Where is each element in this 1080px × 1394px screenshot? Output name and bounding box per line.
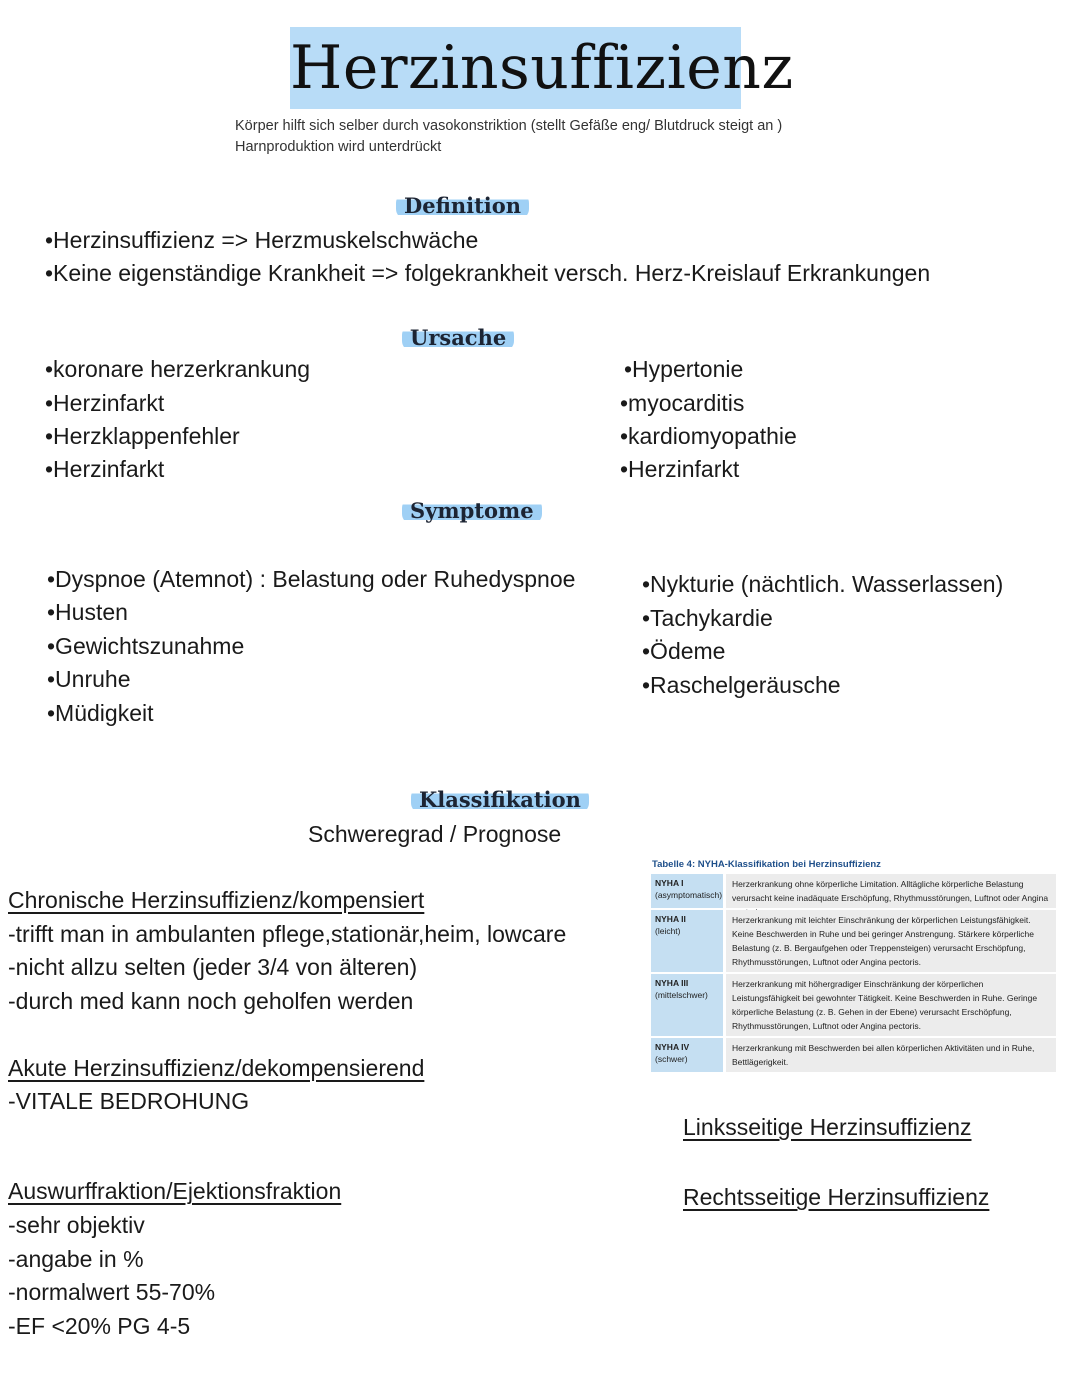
nyha-class-cell: NYHA III (mittelschwer)	[651, 974, 723, 1036]
symptome-right-item: •Ödeme	[642, 638, 726, 664]
nyha-row	[651, 910, 1056, 972]
page-title: Herzinsuffizienz	[290, 33, 794, 103]
chronisch-item: -durch med kann noch geholfen werden	[8, 988, 414, 1014]
symptome-heading: Symptome	[402, 498, 542, 524]
klassifikation-heading: Klassifikation	[411, 787, 589, 813]
ursache-right-item: •myocarditis	[620, 390, 745, 416]
auswurf-item: -angabe in %	[8, 1246, 144, 1272]
nyha-class-cell: NYHA IV (schwer)	[651, 1038, 723, 1072]
nyha-caption: Tabelle 4: NYHA-Klassifikation bei Herzinsuffizienz	[652, 859, 881, 870]
chronisch-heading: Chronische Herzinsuffizienz/kompensiert	[8, 887, 425, 913]
symptome-left-item: •Dyspnoe (Atemnot) : Belastung oder Ruhedyspnoe	[47, 566, 576, 592]
symptome-left-item: •Husten	[47, 599, 128, 625]
symptome-left-item: •Unruhe	[47, 666, 131, 692]
chronisch-item: -nicht allzu selten (jeder 3/4 von älteren)	[8, 954, 418, 980]
akut-heading: Akute Herzinsuffizienz/dekompensierend	[8, 1055, 425, 1081]
nyha-row	[651, 874, 1056, 908]
symptome-right-item: •Raschelgeräusche	[642, 672, 841, 698]
auswurf-heading: Auswurffraktion/Ejektionsfraktion	[8, 1178, 342, 1204]
ursache-heading: Ursache	[402, 325, 514, 351]
intro-line-2: Harnproduktion wird unterdrückt	[235, 139, 442, 155]
nyha-row	[651, 974, 1056, 1036]
akut-item: -VITALE BEDROHUNG	[8, 1088, 250, 1114]
linksseitige-heading: Linksseitige Herzinsuffizienz	[683, 1114, 972, 1140]
nyha-class-cell: NYHA I (asymptomatisch)	[651, 874, 723, 908]
nyha-desc-cell: Herzerkrankung mit Beschwerden bei allen körperlichen Aktivitäten und in Ruhe, Bettlägerigkeit.	[726, 1038, 1056, 1072]
definition-heading: Definition	[396, 193, 529, 219]
nyha-table	[651, 858, 1056, 1076]
ursache-right-item: •kardiomyopathie	[620, 423, 797, 449]
nyha-desc-cell: Herzerkrankung mit höhergradiger Einschränkung der körperlichen Leistungsfähigkeit bei gewohnter Tätigkeit. Keine Beschwerden in Ruhe. Geringe körperliche Belastung (z. B. Gehen in der Ebene) verursacht Erschöpfung, Rhythmusstörungen, Luftnot oder Angina pectoris.	[726, 974, 1056, 1036]
nyha-desc-cell: Herzerkrankung ohne körperliche Limitation. Alltägliche körperliche Belastung verursacht keine inadäquate Erschöpfung, Rhythmusstörungen, Luftnot oder Angina	[726, 874, 1056, 908]
auswurf-item: -normalwert 55-70%	[8, 1279, 216, 1305]
symptome-left-item: •Gewichtszunahme	[47, 633, 245, 659]
definition-item: •Herzinsuffizienz => Herzmuskelschwäche	[45, 227, 479, 253]
nyha-class-cell: NYHA II (leicht)	[651, 910, 723, 972]
symptome-right-item: •Nykturie (nächtlich. Wasserlassen)	[642, 571, 1004, 597]
ursache-left-item: •Herzinfarkt	[45, 456, 165, 482]
ursache-left-item: •koronare herzerkrankung	[45, 356, 311, 382]
rechtsseitige-heading: Rechtsseitige Herzinsuffizienz	[683, 1184, 990, 1210]
nyha-row	[651, 1038, 1056, 1072]
auswurf-item: -sehr objektiv	[8, 1212, 145, 1238]
ursache-left-item: •Herzinfarkt	[45, 390, 165, 416]
definition-item: •Keine eigenständige Krankheit => folgekrankheit versch. Herz-Kreislauf Erkrankungen	[45, 260, 931, 286]
auswurf-item: -EF <20% PG 4-5	[8, 1313, 191, 1339]
intro-line-1: Körper hilft sich selber durch vasokonstriktion (stellt Gefäße eng/ Blutdruck steigt an )	[235, 118, 783, 134]
chronisch-item: -trifft man in ambulanten pflege,stationär,heim, lowcare	[8, 921, 567, 947]
ursache-left-item: •Herzklappenfehler	[45, 423, 240, 449]
symptome-right-item: •Tachykardie	[642, 605, 773, 631]
symptome-left-item: •Müdigkeit	[47, 700, 154, 726]
ursache-right-item: •Hypertonie	[624, 356, 744, 382]
ursache-right-item: •Herzinfarkt	[620, 456, 740, 482]
nyha-desc-cell: Herzerkrankung mit leichter Einschränkung der körperlichen Leistungsfähigkeit. Keine Beschwerden in Ruhe und bei geringer Anstrengung. Stärkere körperliche Belastung (z. B. Bergaufgehen oder Treppensteigen) verursacht Erschöpfung, Rhythmusstörungen, Luftnot oder Angina pectoris.	[726, 910, 1056, 972]
klassifikation-subtitle: Schweregrad / Prognose	[308, 821, 562, 847]
